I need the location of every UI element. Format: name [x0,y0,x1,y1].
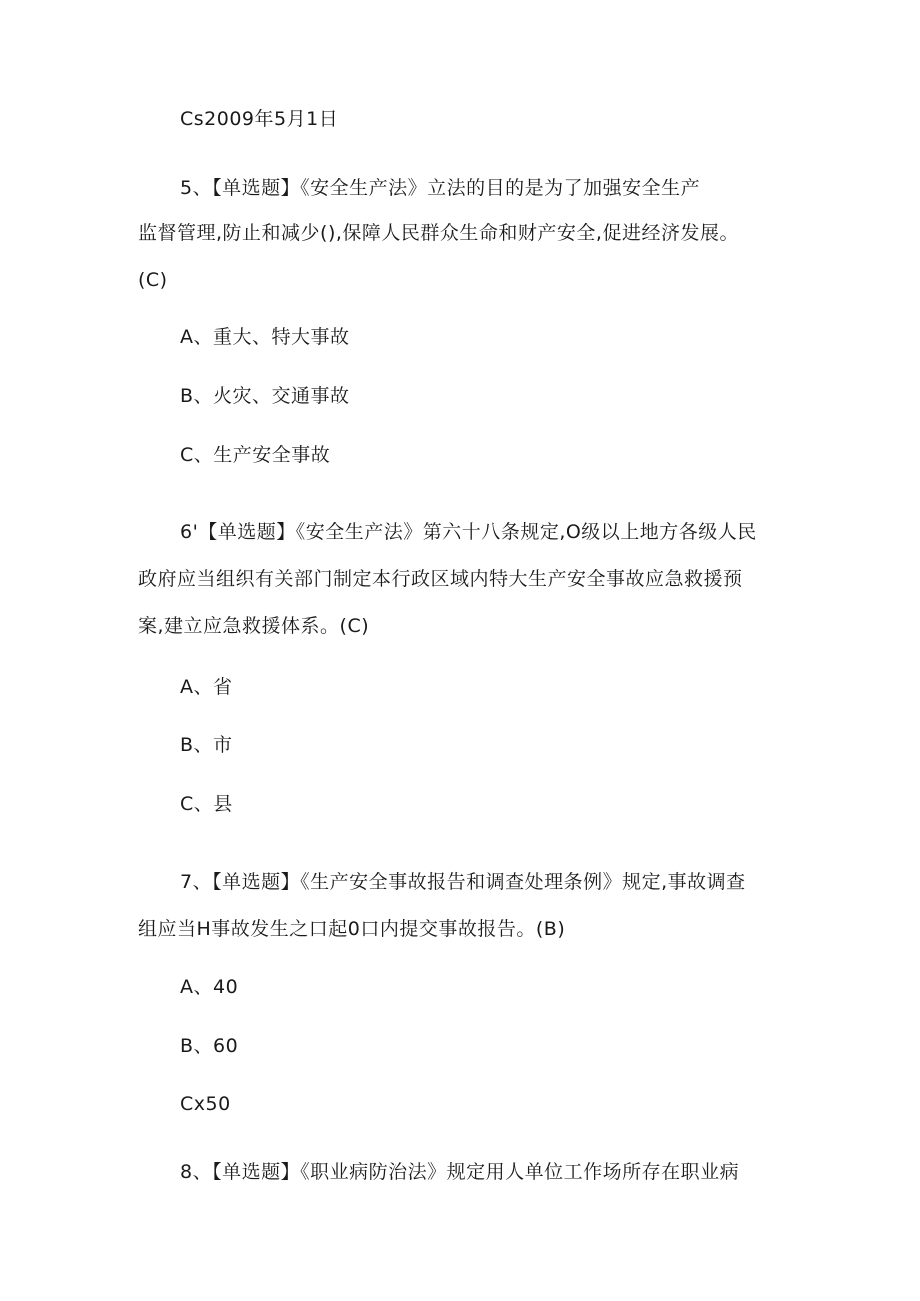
question-6-option-c: C、县 [180,793,233,815]
question-6-text-line-2: 政府应当组织有关部门制定本行政区域内特大生产安全事故应急救援预 [138,568,743,590]
question-8-text-line-1: 8、【单选题】《职业病防治法》规定用人单位工作场所存在职业病 [180,1161,740,1183]
question-6-option-b: B、市 [180,734,233,756]
question-7-text-line-2: 组应当H事故发生之口起0口内提交事故报告。(B) [138,918,566,940]
question-7-option-a: A、40 [180,976,239,998]
prev-question-option-c: Cs2009年5月1日 [180,108,339,130]
question-5-option-a: A、重大、特大事故 [180,326,350,348]
question-7-text-line-1: 7、【单选题】《生产安全事故报告和调查处理条例》规定,事故调查 [180,871,746,893]
question-5-text-line-2: 监督管理,防止和减少(),保障人民群众生命和财产安全,促进经济发展。 [138,222,739,244]
question-5-answer: (C) [138,269,168,291]
question-6-option-a: A、省 [180,676,233,698]
question-6-text-line-3: 案,建立应急救援体系。(C) [138,615,370,637]
question-7-option-b: B、60 [180,1035,239,1057]
question-5-option-b: B、火灾、交通事故 [180,385,350,407]
question-5-text-line-1: 5、【单选题】《安全生产法》立法的目的是为了加强安全生产 [180,177,701,199]
question-5-option-c: C、生产安全事故 [180,444,331,466]
question-6-text-line-1: 6'【单选题】《安全生产法》第六十八条规定,O级以上地方各级人民 [180,521,757,543]
question-7-option-c: Cx50 [180,1093,231,1115]
